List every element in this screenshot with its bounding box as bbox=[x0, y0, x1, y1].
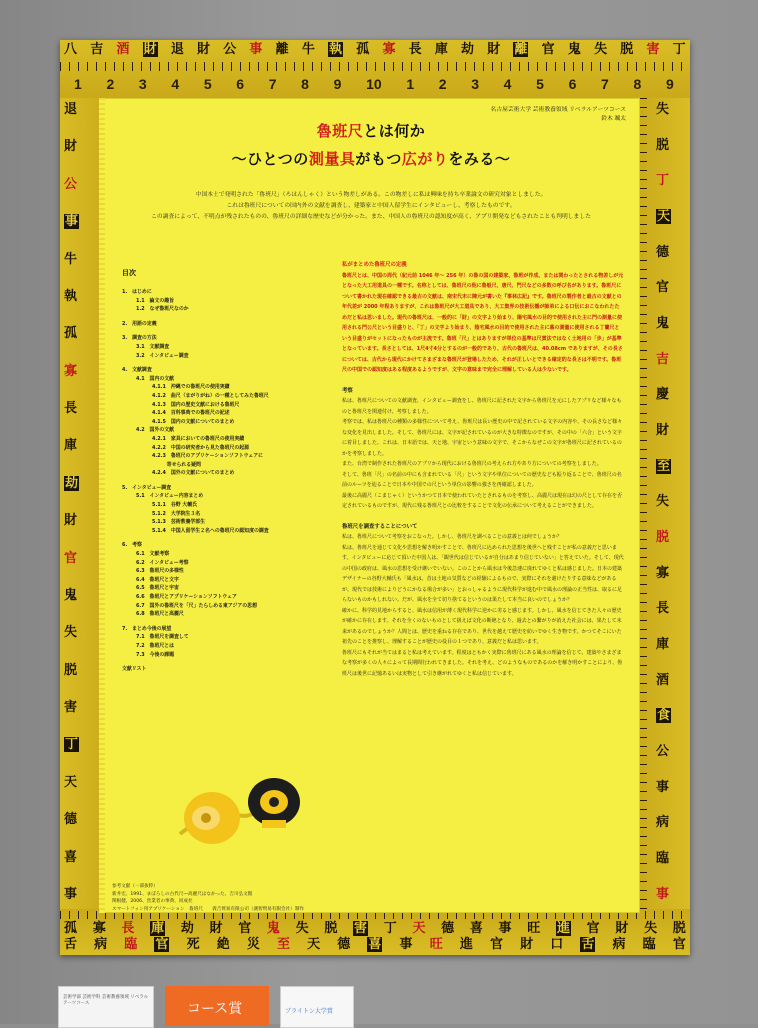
ruler-number: 4 bbox=[503, 76, 512, 92]
ruler-glyph: 財 bbox=[520, 937, 534, 952]
ruler-glyph: 公 bbox=[64, 176, 78, 192]
intro-text bbox=[116, 190, 626, 223]
ruler-glyph: 寡 bbox=[656, 565, 670, 581]
ruler-glyph: 脱 bbox=[620, 42, 634, 57]
significance-paragraph: 確かに、科学的見地からすると、風水は信用が薄く現代科学に逆かに劣ると感じます。しかし、風水を信じてきた人々の歴史が確かに存在します。それを全くのないものとして扱えば文化の断絶となり、過去との繋がりが消えた社会には、果たして未来があるのでしょうか？人間とは、歴史を重ねる存在であり、世代を越えて歴史を紡いでゆく生き物です。かつてそこにいた祖先のことを推察し、理解することが歴史の役目の１つであり、意義だと私は思います。 bbox=[342, 607, 622, 645]
ruler-glyph: 天 bbox=[657, 209, 671, 225]
ruler-glyph: 喜 bbox=[469, 921, 483, 936]
toc-item: 3.2 インタビュー調査 bbox=[136, 352, 189, 359]
ruler-glyph: 執 bbox=[329, 42, 343, 57]
award-card-text: コース賞 bbox=[187, 1001, 243, 1017]
toc-item: 6.1 文献考察 bbox=[136, 551, 170, 558]
toc-item: 4. 文献調査 bbox=[122, 367, 152, 374]
ruler-glyph: 災 bbox=[246, 937, 260, 952]
ruler-glyph: 財 bbox=[656, 423, 670, 439]
ruler-glyph: 丁 bbox=[65, 737, 79, 753]
ruler-number: 9 bbox=[665, 76, 674, 92]
subtitle-keyword-2: 広がり bbox=[401, 150, 449, 168]
poster-subtitle bbox=[102, 148, 640, 169]
ruler-glyph: 德 bbox=[337, 937, 351, 952]
toc-item: 5.1.4 中国人留学生２名への魯班尺の認知度の調査 bbox=[152, 527, 269, 534]
ruler-number: 7 bbox=[601, 76, 609, 92]
ruler-glyph: 天 bbox=[307, 937, 321, 952]
award-card-text: ブライトン大学賞 bbox=[285, 1008, 333, 1015]
significance-heading: 魯班尺を調査することについて bbox=[342, 523, 418, 530]
toc-item: 5. インタビュー調査 bbox=[122, 484, 172, 491]
ruler-glyph: 八 bbox=[64, 42, 78, 57]
toc-item: 1. はじめに bbox=[122, 289, 152, 295]
ruler-glyph: 離 bbox=[275, 42, 289, 57]
ruler-right-glyphs bbox=[656, 102, 671, 902]
award-card-course bbox=[165, 986, 269, 1026]
toc-item: 6.8 魯班尺と高麗尺 bbox=[136, 611, 184, 618]
ruler-glyph: 庫 bbox=[434, 42, 448, 57]
ruler-glyph: 離 bbox=[514, 42, 528, 57]
ruler-bottom-glyphs bbox=[64, 921, 686, 936]
ruler-glyph: 失 bbox=[656, 102, 670, 117]
ruler-glyph: 寡 bbox=[382, 42, 396, 57]
ruler-glyph: 至 bbox=[276, 937, 290, 952]
caption-card-text: 芸術学部 芸術学科 芸術教養領域 リベラルアーツコース bbox=[63, 995, 149, 1006]
affiliation: 名古屋芸術大学 芸術教養領域 リベラルアーツコース bbox=[490, 107, 626, 113]
ruler-glyph: 進 bbox=[556, 921, 570, 936]
toc-item: 4.2.4 国外の文献についてのまとめ bbox=[152, 470, 235, 477]
discussion-paragraph: 考察では、私は魯班尺の種類の多様性について考え、魯班尺は長い歴史の中で記されている文字の内容や、その長さなど様々な変化を見出しました。そして、魯班尺には、文字が記されているのが大きな特徴なのですが、その中の「六合」という文字に着目しました。これは、日本語では、天と地、宇宙という意味の文字で、そこからなぜこの文字が魯班尺に記されているのかを考察しました。 bbox=[342, 419, 623, 457]
ruler-glyph: 退 bbox=[170, 42, 184, 57]
ruler-glyph: 德 bbox=[441, 921, 455, 936]
ruler-glyph: 失 bbox=[644, 921, 658, 936]
ruler-glyph: 鬼 bbox=[656, 316, 670, 332]
ruler-top-glyphs bbox=[64, 42, 686, 57]
ruler-number: 6 bbox=[568, 76, 577, 92]
ruler-number: 10 bbox=[366, 76, 382, 92]
toc-item: 5.1.1 谷野 大輔氏 bbox=[152, 502, 197, 509]
ruler-number: 3 bbox=[471, 76, 480, 92]
toc-item: 2. 用語の定義 bbox=[122, 320, 157, 327]
ruler-number: 6 bbox=[236, 76, 245, 92]
discussion-paragraph: また、台湾で制作された魯班尺のアプリから現代における魯班尺の考えられ方やあり方についての考察をしました。 bbox=[342, 461, 602, 467]
ruler-glyph: 官 bbox=[541, 42, 555, 57]
reference-line: 新井宏、1991、まぼろしの古代尺―高麗尺はなかった、吉川弘文館 bbox=[112, 891, 253, 897]
toc-item: 7. まとめ今後の展望 bbox=[122, 625, 172, 632]
toc-item: 3. 調査の方法 bbox=[122, 335, 157, 342]
caption-card bbox=[58, 986, 154, 1028]
ruler-glyph: 進 bbox=[459, 937, 473, 952]
ruler-glyph: 鬼 bbox=[266, 921, 280, 936]
ruler-glyph: 脱 bbox=[672, 921, 686, 936]
intro-line: この調査によって、不明点が残されたものの、魯班尺の詳細な歴史などが分かった。また、中国人の魯班尺の認知度が高く、アプリ開発などもされたことも判明しました bbox=[151, 214, 591, 220]
significance-paragraph: 私は、魯班尺について考察をおこなった。しかし、魯班尺を調べることの意義とは何でしょうか？ bbox=[342, 534, 562, 540]
ruler-glyph: 官 bbox=[489, 937, 503, 952]
toc-item: 6. 考察 bbox=[122, 542, 142, 549]
ruler-right bbox=[634, 98, 690, 909]
ruler-glyph: 財 bbox=[64, 139, 78, 155]
discussion-paragraph: そして、魯班「尺」の名前の中にも含まれている「尺」という文字や単位についての歴史なども振り返ることで、魯班尺の名前のルーツを辿ることで日本や中国での尺という単位の影響の強さを再確認しました。 bbox=[342, 471, 622, 488]
ruler-glyph: 事 bbox=[498, 921, 512, 936]
toc-item: 4.2.1 家具においての魯班尺の使用実績 bbox=[152, 435, 245, 442]
discussion-paragraph: 最後に高麗尺（こまじゃく）というかつて日本で使われていたとされるものを考察し、高麗尺は現在は幻の尺として存在を否定されているものですが、現代に残る魯班尺との比較をすることで文化の伝承について考えることができました。 bbox=[342, 492, 623, 509]
definition-heading: 私がまとめた魯班尺の定義 bbox=[342, 262, 407, 268]
ruler-glyph: 旺 bbox=[527, 921, 541, 936]
ruler-glyph: 事 bbox=[64, 886, 78, 902]
title-keyword: 魯班尺 bbox=[316, 122, 364, 140]
toc-item: 7.3 今後の課題 bbox=[136, 651, 175, 658]
ruler-glyph: 失 bbox=[64, 625, 78, 641]
toc-item: 1.2 なぜ魯班尺なのか bbox=[136, 306, 189, 313]
ruler-glyph: 牛 bbox=[64, 251, 78, 267]
toc-item: 5.1.2 大学院生３名 bbox=[152, 510, 201, 517]
ruler-glyph: 退 bbox=[64, 102, 78, 117]
ruler-glyph: 天 bbox=[412, 921, 426, 936]
toc-item: 6.2 インタビュー考察 bbox=[136, 559, 189, 566]
toc-item: 6.7 国外の魯班尺を「尺」たらしめる東アジアの思想 bbox=[136, 602, 257, 609]
toc-item: 4.1.3 国内の歴史文献における魯班尺 bbox=[152, 401, 240, 408]
ruler-glyph: 長 bbox=[64, 401, 78, 416]
ruler-glyph: 脱 bbox=[656, 530, 670, 546]
ruler-glyph: 舌 bbox=[64, 937, 78, 952]
intro-line: これは魯班尺についての国内外の文献を調査し、建築家と中国人留学生にインタビューし、考察したものです。 bbox=[226, 203, 516, 209]
ruler-glyph: 財 bbox=[487, 42, 501, 57]
ruler-glyph: 絶 bbox=[216, 937, 230, 952]
ruler-glyph: 財 bbox=[197, 42, 211, 57]
subtitle-part-b: がもつ bbox=[355, 150, 402, 168]
ruler-glyph: 德 bbox=[656, 244, 670, 260]
toc-item: 6.5 魯班尺と宇宙 bbox=[136, 585, 179, 592]
ruler-glyph: 病 bbox=[656, 815, 670, 831]
toc-item: 6.6 魯班尺とアプリケーションソフトウェア bbox=[136, 594, 237, 600]
ruler-glyph: 公 bbox=[223, 42, 237, 57]
ruler-number: 4 bbox=[171, 76, 180, 92]
ruler-glyph: 脱 bbox=[324, 921, 338, 936]
ruler-glyph: 長 bbox=[408, 42, 422, 57]
ruler-glyph: 執 bbox=[64, 288, 78, 304]
ruler-glyph: 口 bbox=[550, 937, 564, 952]
ruler-glyph: 酒 bbox=[656, 672, 670, 688]
toc-item: 1.1 論文の趣旨 bbox=[136, 297, 175, 304]
ruler-glyph: 喜 bbox=[64, 849, 78, 865]
ruler-number: 5 bbox=[203, 76, 212, 92]
ruler-glyph: 脱 bbox=[64, 662, 78, 678]
right-column bbox=[342, 260, 624, 679]
ruler-glyph: 食 bbox=[657, 708, 671, 724]
toc-item: 寄せられる疑問 bbox=[152, 461, 201, 468]
ruler-glyph: 事 bbox=[249, 42, 263, 57]
poster-paper bbox=[102, 98, 640, 913]
ruler-number: 1 bbox=[406, 76, 415, 92]
ruler-glyph: 事 bbox=[656, 886, 670, 902]
reference-line: スマートフォン用アプリケーション 魯班尺 義吉貿易有限公司（測智貿易有限会社）制作 bbox=[112, 906, 305, 912]
ruler-glyph: 庫 bbox=[656, 637, 670, 653]
ruler-glyph: 官 bbox=[64, 550, 78, 566]
toc-heading: 目次 bbox=[122, 269, 136, 277]
subtitle-part-a: ～ひとつの bbox=[231, 150, 309, 168]
discussion-paragraph: 私は、魯班尺についての文献調査、インタビュー調査をし、魯班尺に記された文字から魯班尺を元にしたアプリなど様々なものと魯班尺を関連付け、考察しました。 bbox=[342, 398, 622, 415]
ruler-glyph: 劫 bbox=[461, 42, 475, 57]
ruler-glyph: 官 bbox=[586, 921, 600, 936]
title-rest: とは何か bbox=[363, 122, 426, 140]
ruler-glyph: 酒 bbox=[116, 42, 130, 57]
ruler-glyph: 寡 bbox=[92, 921, 106, 936]
ruler-glyph: 牛 bbox=[301, 42, 315, 57]
table-of-contents bbox=[122, 288, 332, 674]
significance-paragraph: 私は、魯班尺を通じて文化や思想を解き明かすことで、魯班尺に込められた思想を後世へと残すことが私の意義だと思います。インタビューに応じて頂いた中国人は、「観世代は信じているが自分はあまり信じていない」と答えていた。そして、現代の中国の政府は、風水の思想を受け継いでいない。このことから風水は今後急速に廃れてゆくと私は感じました。日本の建築デザイナーの谷野大輔氏も「風水は、昔は土地の気質などの経験によるもので、実際にそれを避けたりする意味などがあるが、現代では技術によりどうにかなる場合が多い」とおっしゃるように現代科学が進む中で風水の理論の正当性は、取るに足らないものかもしれない。だが、風水を全て切り捨てるというのは果たして本当に良いのでしょうか？ bbox=[342, 544, 624, 603]
ruler-left-glyphs bbox=[64, 102, 79, 902]
ruler-glyph: 臨 bbox=[642, 937, 656, 952]
ruler-glyph: 官 bbox=[238, 921, 252, 936]
toc-item: 4.1.1 沖縄での魯班尺の使用実績 bbox=[152, 384, 230, 391]
ruler-number: 9 bbox=[333, 76, 342, 92]
references bbox=[112, 883, 342, 913]
ruler-glyph: 臨 bbox=[124, 937, 138, 952]
ruler-glyph: 死 bbox=[186, 937, 200, 952]
award-card-brighton bbox=[280, 986, 354, 1028]
ruler-number: 8 bbox=[301, 76, 309, 92]
ruler-glyph: 臨 bbox=[656, 851, 670, 867]
toc-item: 5.1.3 芸術教養学部生 bbox=[152, 519, 206, 526]
ruler-glyph: 孤 bbox=[356, 42, 370, 57]
ruler-glyph: 旺 bbox=[429, 937, 443, 952]
toc-item: 5.1 インタビュー内容まとめ bbox=[136, 493, 204, 500]
tape-measure-image bbox=[176, 772, 306, 850]
ruler-glyph: 失 bbox=[295, 921, 309, 936]
ruler-number: 5 bbox=[536, 76, 544, 92]
ruler-glyph: 孤 bbox=[64, 921, 78, 936]
ruler-number: 7 bbox=[268, 76, 277, 92]
toc-item: 6.4 魯班尺と文字 bbox=[136, 576, 179, 583]
ruler-glyph: 事 bbox=[399, 937, 413, 952]
ruler-glyph: 孤 bbox=[64, 326, 78, 342]
ruler-glyph: 害 bbox=[64, 700, 78, 715]
ruler-glyph: 慶 bbox=[656, 387, 670, 403]
ruler-glyph: 害 bbox=[646, 42, 660, 57]
ruler-glyph: 劫 bbox=[180, 921, 194, 936]
discussion-heading: 考察 bbox=[342, 387, 353, 394]
ruler-number: 3 bbox=[138, 76, 147, 92]
toc-item: 4.2.2 中国の研究者から見た魯班尺の起源 bbox=[152, 444, 250, 451]
ruler-glyph: 寡 bbox=[64, 363, 78, 379]
ruler-bottom-row bbox=[64, 937, 686, 952]
ruler-glyph: 事 bbox=[65, 214, 79, 230]
toc-item: 3.1 文献調査 bbox=[136, 343, 170, 350]
ruler-glyph: 庫 bbox=[151, 921, 165, 936]
ruler-number: 2 bbox=[438, 76, 447, 92]
ruler-glyph: 至 bbox=[657, 458, 671, 474]
definition-body: 魯班尺とは、中国の周代（紀元前 1046 年～ 256 年）の魯の国の建築家、魯班が作成、または関わったとされる物差しが元となった大工用道具の一種です。名称としては、魯班尺の他に魯般尺、唐尺、門尺などの多数の呼び名があります。魯班尺について書かれた現在確認できる最古の文献は、南宋代末に陳元が書いた『事林広記』です。魯班尺の製作者と最古の文献との年代差が 2000 年程ありますが、これは魯班尺が大工道具であり、大工集界の技術伝播が師弟による口伝におこなわれたためだと私は思いました。現代の魯班尺は、一般的に「財」の文字より始まり、陽宅風水の目的で使用された主に門の測量に使用される門公尺という目盛りと、「丁」の文字より始まり、陰宅風水の目的で使用された主に墓の測量に使用される丁蘭尺という目盛りがセットになったものが主流です。魯班「尺」とはありますが単位の基準は尺貫法ではなく土地用の「歩」が基準となっています。長さとしては、1尺4寸4分とするのが一般的であり、古代の魯班尺は、40.08cm でありますが、その長さについては、古代から現代にかけてさまざまな魯班尺が登場したため、それが正しいとできる確定的な長さは不明です。魯班尺の中国での認知度はある程度あるようですが、文字の意味まで完全に理解している人は少ないです。 bbox=[342, 272, 624, 373]
ruler-glyph: 丁 bbox=[656, 173, 670, 189]
poster-title bbox=[102, 120, 640, 141]
ruler-glyph: 財 bbox=[615, 921, 629, 936]
toc-item: 4.2.3 魯班尺のアプリケーションソフトウェアに bbox=[152, 453, 264, 460]
ruler-glyph: 財 bbox=[143, 42, 157, 57]
subtitle-keyword-1: 測量具 bbox=[308, 150, 356, 168]
ruler-glyph: 庫 bbox=[64, 438, 78, 454]
ruler-glyph: 天 bbox=[64, 774, 78, 790]
ruler-bottom bbox=[60, 909, 690, 955]
ruler-glyph: 吉 bbox=[656, 351, 670, 367]
ruler-glyph: 舌 bbox=[581, 937, 595, 952]
reference-line: 参考文献（一部抜粋） bbox=[112, 884, 158, 889]
ruler-glyph: 病 bbox=[94, 937, 108, 952]
ruler-number: 1 bbox=[74, 76, 82, 92]
ruler-glyph: 喜 bbox=[368, 937, 382, 952]
ruler-glyph: 公 bbox=[656, 744, 670, 760]
toc-item: 4.1 国内の文献 bbox=[136, 375, 175, 382]
toc-item: 6.3 魯班尺の多様性 bbox=[136, 568, 184, 575]
ruler-glyph: 鬼 bbox=[64, 587, 78, 603]
ruler-number: 8 bbox=[633, 76, 642, 92]
ruler-top-numbers bbox=[74, 76, 674, 92]
ruler-glyph: 失 bbox=[656, 494, 670, 510]
toc-item: 4.2 国外の文献 bbox=[136, 427, 175, 434]
ruler-glyph: 德 bbox=[64, 812, 78, 828]
ruler-glyph: 丁 bbox=[672, 42, 686, 57]
ruler-glyph: 失 bbox=[594, 42, 608, 57]
ruler-glyph: 劫 bbox=[65, 475, 79, 491]
ruler-glyph: 財 bbox=[209, 921, 223, 936]
author-name: 鈴木 颯太 bbox=[601, 116, 626, 122]
significance-paragraph: 魯班尺にもそれが当てはまると私は考えています。程度はともかく実際に魯班尺にある風水の理論を信じて、建築やさまざまな考察が多くの人々によって長期間行われてきました。それを考え、どのようなものであるのかを解き明かすことにより、魯班尺は後世に記憶あるいは実物として引き継がれてゆくと私は信じています。 bbox=[342, 649, 623, 677]
toc-item: 4.1.5 国内の文献についてのまとめ bbox=[152, 418, 235, 425]
ruler-glyph: 長 bbox=[656, 601, 670, 617]
toc-item: 4.1.2 曲尺（まがりがね）の一種としてみた魯班尺 bbox=[152, 392, 269, 399]
ruler-number: 2 bbox=[106, 76, 115, 92]
ruler-glyph: 鬼 bbox=[567, 42, 581, 57]
toc-item: 7.1 魯班尺を調査して bbox=[136, 634, 189, 641]
ruler-glyph: 吉 bbox=[90, 42, 104, 57]
toc-item: 文献リスト bbox=[122, 666, 147, 673]
ruler-glyph: 害 bbox=[354, 921, 368, 936]
ruler-glyph: 財 bbox=[64, 513, 78, 529]
toc-item: 4.1.4 百科事典での魯班尺の記述 bbox=[152, 410, 230, 417]
ruler-glyph: 長 bbox=[121, 921, 135, 936]
ruler-glyph: 病 bbox=[612, 937, 626, 952]
ruler-glyph: 官 bbox=[656, 280, 670, 296]
ruler-top bbox=[60, 40, 690, 98]
ruler-glyph: 官 bbox=[155, 937, 169, 952]
ruler-glyph: 事 bbox=[656, 779, 670, 795]
intro-line: 中国本土で発明された「魯班尺」（ろはんしゃく）という物差しがある。この物差しに私は興味を持ち卒業論文の研究対象としました。 bbox=[195, 192, 547, 198]
toc-item: 7.2 魯班尺とは bbox=[136, 642, 175, 649]
ruler-glyph: 脱 bbox=[656, 137, 670, 153]
subtitle-part-c: をみる～ bbox=[448, 150, 511, 168]
ruler-glyph: 丁 bbox=[383, 921, 397, 936]
ruler-glyph: 官 bbox=[672, 937, 686, 952]
reference-line: 関根健、2006、営業者の事典、同成社 bbox=[112, 899, 193, 904]
